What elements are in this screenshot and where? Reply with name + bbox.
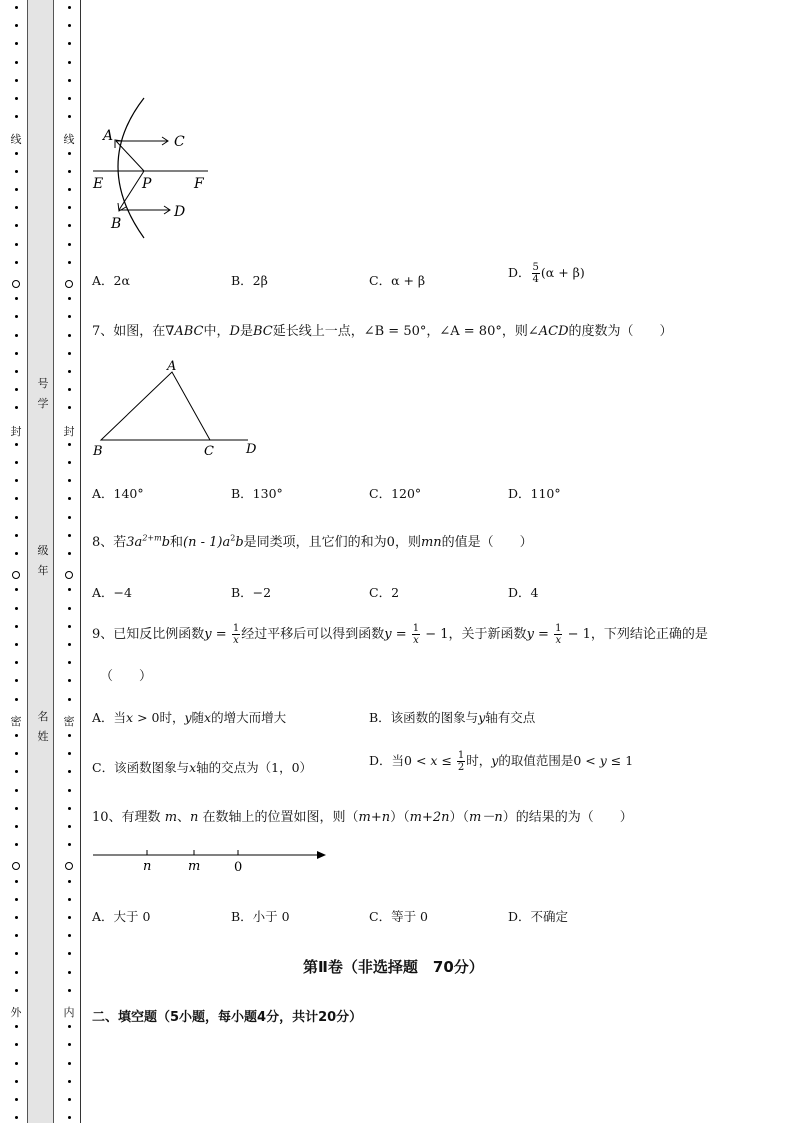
q6-label-p: P xyxy=(142,176,152,192)
q7-label-d: D xyxy=(246,442,257,457)
binding-dot xyxy=(68,243,71,246)
binding-dot xyxy=(68,1043,71,1046)
q6-option-d-suffix: (α + β) xyxy=(540,265,585,280)
binding-dot xyxy=(68,388,71,391)
q6-line-pb xyxy=(119,171,144,210)
binding-dot xyxy=(68,206,71,209)
q6-label-f: F xyxy=(194,176,204,192)
q7-option-c[interactable]: C．120° xyxy=(369,486,422,501)
q6-arc xyxy=(118,98,144,238)
binding-dot xyxy=(15,989,18,992)
binding-dot xyxy=(68,370,71,373)
binding-dot xyxy=(15,406,18,409)
q6-option-b[interactable]: B．2β xyxy=(231,273,268,288)
q7-option-d[interactable]: D．110° xyxy=(508,486,561,501)
q9-math: − 1 xyxy=(421,627,449,642)
q7-label-c: C xyxy=(204,444,214,459)
binding-dot xyxy=(15,661,18,664)
q9-option-math: y xyxy=(184,710,192,725)
q9-stem-line2: （ ） xyxy=(100,669,153,684)
binding-dot xyxy=(15,516,18,519)
q8-text: 8、若 xyxy=(92,535,127,550)
binding-dot xyxy=(68,825,71,828)
binding-dot xyxy=(15,971,18,974)
q9-fraction-denominator: 2 xyxy=(457,762,465,773)
q9-fraction-numerator: 1 xyxy=(412,623,420,634)
q8-math: b xyxy=(235,535,244,550)
binding-dot xyxy=(15,1062,18,1065)
q9-text: ，下列结论正确的是 xyxy=(590,627,708,642)
binding-dot xyxy=(15,79,18,82)
outer-seal-char: 外 xyxy=(10,1006,22,1019)
q10-label-m: m xyxy=(188,859,201,874)
binding-dot xyxy=(15,479,18,482)
q9-fraction xyxy=(554,623,562,646)
q6-figure xyxy=(88,95,213,243)
binding-dot xyxy=(15,880,18,883)
binding-dot xyxy=(15,1116,18,1119)
q7-option-a[interactable]: A．140° xyxy=(92,486,144,501)
q9-option-text: 的增大而增大 xyxy=(211,710,287,725)
q10-math: m xyxy=(164,810,178,825)
q10-number-line xyxy=(90,843,335,875)
q9-math: y xyxy=(384,627,392,642)
binding-dot xyxy=(15,552,18,555)
q9-text: ，关于新函数 xyxy=(448,627,527,642)
q7-math: ABC xyxy=(174,324,204,339)
binding-dot xyxy=(68,734,71,737)
binding-dot xyxy=(15,789,18,792)
q6-option-d-fraction xyxy=(532,262,540,285)
q9-option-math: x xyxy=(430,753,438,768)
q8-option-d[interactable]: D．4 xyxy=(508,585,539,600)
q6-fraction-denominator: 4 xyxy=(532,274,539,285)
binding-dot xyxy=(15,170,18,173)
binding-dot xyxy=(15,6,18,9)
binding-dot xyxy=(15,461,18,464)
q10-math: m+2n xyxy=(409,810,450,825)
binding-dot xyxy=(15,934,18,937)
q9-option-math: y xyxy=(599,753,607,768)
section-title: 第Ⅱ卷（非选择题 70分） xyxy=(303,958,484,976)
q7-text: 中， xyxy=(203,324,230,339)
binding-dot xyxy=(68,479,71,482)
binding-dot xyxy=(68,1025,71,1028)
binding-dot xyxy=(68,297,71,300)
binding-dot xyxy=(68,1098,71,1101)
q8-text: 是同类项，且它们的和为0，则 xyxy=(243,535,421,550)
binding-dot xyxy=(68,461,71,464)
q8-math: 3a xyxy=(126,535,143,550)
q10-label-0: 0 xyxy=(234,860,243,875)
binding-dot xyxy=(68,607,71,610)
binding-dot xyxy=(68,42,71,45)
field-label-char: 学 xyxy=(37,397,49,410)
q9-option-text: ≤ xyxy=(437,753,456,768)
q9-fraction-numerator: 1 xyxy=(457,750,465,761)
q10-math: m－n xyxy=(469,810,503,825)
field-label-char: 年 xyxy=(37,564,49,577)
inner-seal-char: 内 xyxy=(63,1006,75,1019)
binding-dot xyxy=(15,443,18,446)
q9-option-text: D．当0 < xyxy=(369,753,431,768)
field-label-char: 名 xyxy=(37,710,49,723)
binding-dot xyxy=(68,588,71,591)
q6-option-a[interactable]: A．2α xyxy=(92,273,130,288)
q9-math: − 1 xyxy=(563,627,591,642)
q9-option-text: 时， xyxy=(466,753,492,768)
q9-option-text: ≤ 1 xyxy=(606,753,634,768)
q10-text: 10、有理数 xyxy=(92,810,165,825)
binding-dot xyxy=(68,497,71,500)
binding-dot xyxy=(15,898,18,901)
q9-fraction-denominator: x xyxy=(233,635,239,646)
q9-fraction-numerator: 1 xyxy=(232,623,240,634)
binding-dot xyxy=(15,1043,18,1046)
q9-option-text: 的取值范围是0 < xyxy=(498,753,600,768)
q8-option-b[interactable]: B．−2 xyxy=(231,585,272,600)
q10-math: n xyxy=(190,810,199,825)
binding-circle xyxy=(12,862,20,870)
binding-dot xyxy=(15,752,18,755)
outer-seal-char: 线 xyxy=(10,133,22,146)
binding-dot xyxy=(68,989,71,992)
binding-dot xyxy=(68,843,71,846)
q8-math: mn xyxy=(420,535,442,550)
q9-option-c[interactable] xyxy=(92,758,312,776)
binding-dot xyxy=(15,588,18,591)
q9-fraction xyxy=(412,623,420,646)
q9-option-math: x xyxy=(126,710,134,725)
binding-dot xyxy=(15,315,18,318)
q9-option-math: x xyxy=(204,710,212,725)
binding-dot xyxy=(68,443,71,446)
q8-math-sup: 2 xyxy=(230,533,236,543)
q6-option-c[interactable]: C．α + β xyxy=(369,273,426,288)
binding-dot xyxy=(68,406,71,409)
q9-option-d-fraction xyxy=(457,750,465,773)
binding-dot xyxy=(68,880,71,883)
q6-label-e: E xyxy=(93,176,104,192)
q6-line-pa xyxy=(116,141,144,171)
binding-dot xyxy=(15,679,18,682)
binding-dot xyxy=(15,1080,18,1083)
binding-dot xyxy=(15,952,18,955)
binding-dot xyxy=(68,152,71,155)
q10-axis-arrow xyxy=(317,851,326,859)
binding-dot xyxy=(15,297,18,300)
q9-option-text: B．该函数的图象与 xyxy=(369,710,479,725)
q8-option-a[interactable]: A．−4 xyxy=(92,585,132,600)
binding-dot xyxy=(68,698,71,701)
binding-dot xyxy=(68,898,71,901)
q7-text: 是 xyxy=(239,324,253,339)
q6-label-a: A xyxy=(103,128,114,144)
binding-dot xyxy=(15,807,18,810)
binding-dot xyxy=(15,243,18,246)
binding-dot xyxy=(15,261,18,264)
q9-option-text: C．该函数图象与 xyxy=(92,760,190,775)
binding-dot xyxy=(15,224,18,227)
binding-dot xyxy=(15,1025,18,1028)
q10-option-c[interactable]: C．等于 0 xyxy=(369,909,428,924)
binding-circle xyxy=(65,280,73,288)
q9-option-math: x xyxy=(189,760,197,775)
q7-triangle xyxy=(101,372,210,440)
q7-math: BC xyxy=(252,324,273,339)
binding-dot xyxy=(68,334,71,337)
binding-dot xyxy=(68,315,71,318)
q9-fraction-numerator: 1 xyxy=(555,623,562,634)
binding-dot xyxy=(68,807,71,810)
binding-circle xyxy=(12,571,20,579)
q9-option-math: y xyxy=(491,753,499,768)
binding-dot xyxy=(15,534,18,537)
binding-dot xyxy=(68,352,71,355)
binding-circle xyxy=(65,571,73,579)
binding-dot xyxy=(68,661,71,664)
binding-circle xyxy=(65,862,73,870)
q6-option-d[interactable] xyxy=(508,262,585,285)
q6-label-c: C xyxy=(174,134,185,150)
q8-math-sup: 2+m xyxy=(142,533,162,543)
q9-math: = xyxy=(211,627,231,642)
q7-figure xyxy=(88,355,268,460)
q10-math: m+n xyxy=(358,810,391,825)
binding-dot xyxy=(15,607,18,610)
q10-text: ）（ xyxy=(390,810,410,825)
q9-option-a[interactable] xyxy=(92,708,286,726)
q7-math: D xyxy=(229,324,240,339)
binding-dot xyxy=(68,224,71,227)
binding-dot xyxy=(68,79,71,82)
q9-math: = xyxy=(391,627,411,642)
binding-dot xyxy=(15,734,18,737)
binding-dot xyxy=(15,1098,18,1101)
binding-dot xyxy=(15,698,18,701)
field-label-char: 姓 xyxy=(37,730,49,743)
binding-dot xyxy=(68,971,71,974)
q9-option-text: A．当 xyxy=(92,710,127,725)
binding-dot xyxy=(15,916,18,919)
q8-text: 的值是（ ） xyxy=(441,535,533,550)
binding-dot xyxy=(68,934,71,937)
binding-dot xyxy=(68,1062,71,1065)
binding-dot xyxy=(68,170,71,173)
binding-dot xyxy=(15,825,18,828)
field-label-char: 号 xyxy=(37,377,49,390)
q7-text: 7、如图，在∇ xyxy=(92,324,175,339)
q7-stem xyxy=(92,320,673,339)
binding-dot xyxy=(15,115,18,118)
q7-text: 的度数为（ ） xyxy=(568,324,673,339)
q9-option-text: 轴的交点为（1，0） xyxy=(196,760,313,775)
q10-text: ）（ xyxy=(449,810,470,825)
q10-option-d[interactable]: D．不确定 xyxy=(508,909,569,924)
inner-seal-char: 线 xyxy=(63,133,75,146)
q7-label-a: A xyxy=(167,359,177,374)
binding-dot xyxy=(68,261,71,264)
binding-dot xyxy=(15,24,18,27)
q6-fraction-numerator: 5 xyxy=(532,262,539,273)
binding-dot xyxy=(15,152,18,155)
binding-dot xyxy=(68,752,71,755)
binding-dot xyxy=(68,625,71,628)
binding-dot xyxy=(15,61,18,64)
q9-math: y xyxy=(526,627,534,642)
q9-text: 经过平移后可以得到函数 xyxy=(241,627,385,642)
q10-text: 、 xyxy=(177,810,191,825)
binding-dot xyxy=(68,1080,71,1083)
q8-option-c[interactable]: C．2 xyxy=(369,585,400,600)
binding-dot xyxy=(68,6,71,9)
q9-option-math: y xyxy=(478,710,486,725)
binding-dot xyxy=(68,679,71,682)
binding-dot xyxy=(68,115,71,118)
binding-dot xyxy=(68,916,71,919)
binding-dot xyxy=(15,334,18,337)
binding-dot xyxy=(15,206,18,209)
q9-fraction-denominator: x xyxy=(413,635,419,646)
binding-dot xyxy=(15,370,18,373)
q10-option-b[interactable]: B．小于 0 xyxy=(231,909,290,924)
q10-option-a[interactable]: A．大于 0 xyxy=(92,909,151,924)
inner-seal-char: 封 xyxy=(63,425,75,438)
binding-dot xyxy=(15,497,18,500)
q8-math: b xyxy=(161,535,171,550)
q6-label-d: D xyxy=(174,204,186,220)
q9-option-b[interactable] xyxy=(369,708,535,726)
binding-dot xyxy=(68,952,71,955)
q10-label-n: n xyxy=(143,859,152,874)
binding-dot xyxy=(68,643,71,646)
binding-dot xyxy=(15,625,18,628)
q9-text: 9、已知反比例函数 xyxy=(92,627,205,642)
q7-label-b: B xyxy=(93,444,103,459)
binding-dot xyxy=(15,352,18,355)
q7-option-b[interactable]: B．130° xyxy=(231,486,283,501)
q6-option-d-prefix: D． xyxy=(508,265,531,280)
binding-dot xyxy=(68,789,71,792)
q9-math: = xyxy=(533,627,554,642)
field-label-char: 级 xyxy=(37,544,49,557)
q9-option-text: 随 xyxy=(191,710,205,725)
binding-dot xyxy=(68,188,71,191)
binding-dot xyxy=(15,388,18,391)
binding-dot xyxy=(68,552,71,555)
q9-fraction xyxy=(232,623,240,646)
q9-option-d[interactable] xyxy=(369,750,633,773)
binding-dot xyxy=(15,188,18,191)
q10-text: ）的结果的为（ ） xyxy=(502,810,633,825)
q10-stem xyxy=(92,806,633,825)
section-subtitle: 二、填空题（5小题，每小题4分，共计20分） xyxy=(92,1010,363,1025)
binding-gutter xyxy=(27,0,54,1123)
q9-option-text: > 0时， xyxy=(133,710,185,725)
binding-dot xyxy=(15,643,18,646)
q8-stem xyxy=(92,531,533,550)
q9-math: y xyxy=(204,627,212,642)
outer-seal-char: 封 xyxy=(10,425,22,438)
binding-dot xyxy=(68,534,71,537)
binding-dot xyxy=(68,1116,71,1119)
binding-dot xyxy=(15,843,18,846)
q7-math: ACD xyxy=(538,324,569,339)
binding-dot xyxy=(68,770,71,773)
binding-circle xyxy=(12,280,20,288)
binding-dot xyxy=(15,97,18,100)
q10-text: 在数轴上的位置如图，则（ xyxy=(198,810,359,825)
q6-label-b: B xyxy=(111,216,122,232)
binding-dot xyxy=(68,516,71,519)
inner-seal-char: 密 xyxy=(63,715,75,728)
binding-dot xyxy=(68,61,71,64)
binding-line xyxy=(80,0,81,1123)
binding-dot xyxy=(15,42,18,45)
binding-dot xyxy=(68,24,71,27)
q8-math: (n - 1)a xyxy=(183,535,231,550)
outer-seal-char: 密 xyxy=(10,715,22,728)
binding-dot xyxy=(15,770,18,773)
q9-stem xyxy=(92,623,708,646)
q7-text: 延长线上一点，∠B = 50°，∠A = 80°，则∠ xyxy=(272,324,539,339)
q8-text: 和 xyxy=(170,535,184,550)
q9-option-text: 轴有交点 xyxy=(485,710,536,725)
q9-fraction-denominator: x xyxy=(555,635,562,646)
binding-dot xyxy=(68,97,71,100)
